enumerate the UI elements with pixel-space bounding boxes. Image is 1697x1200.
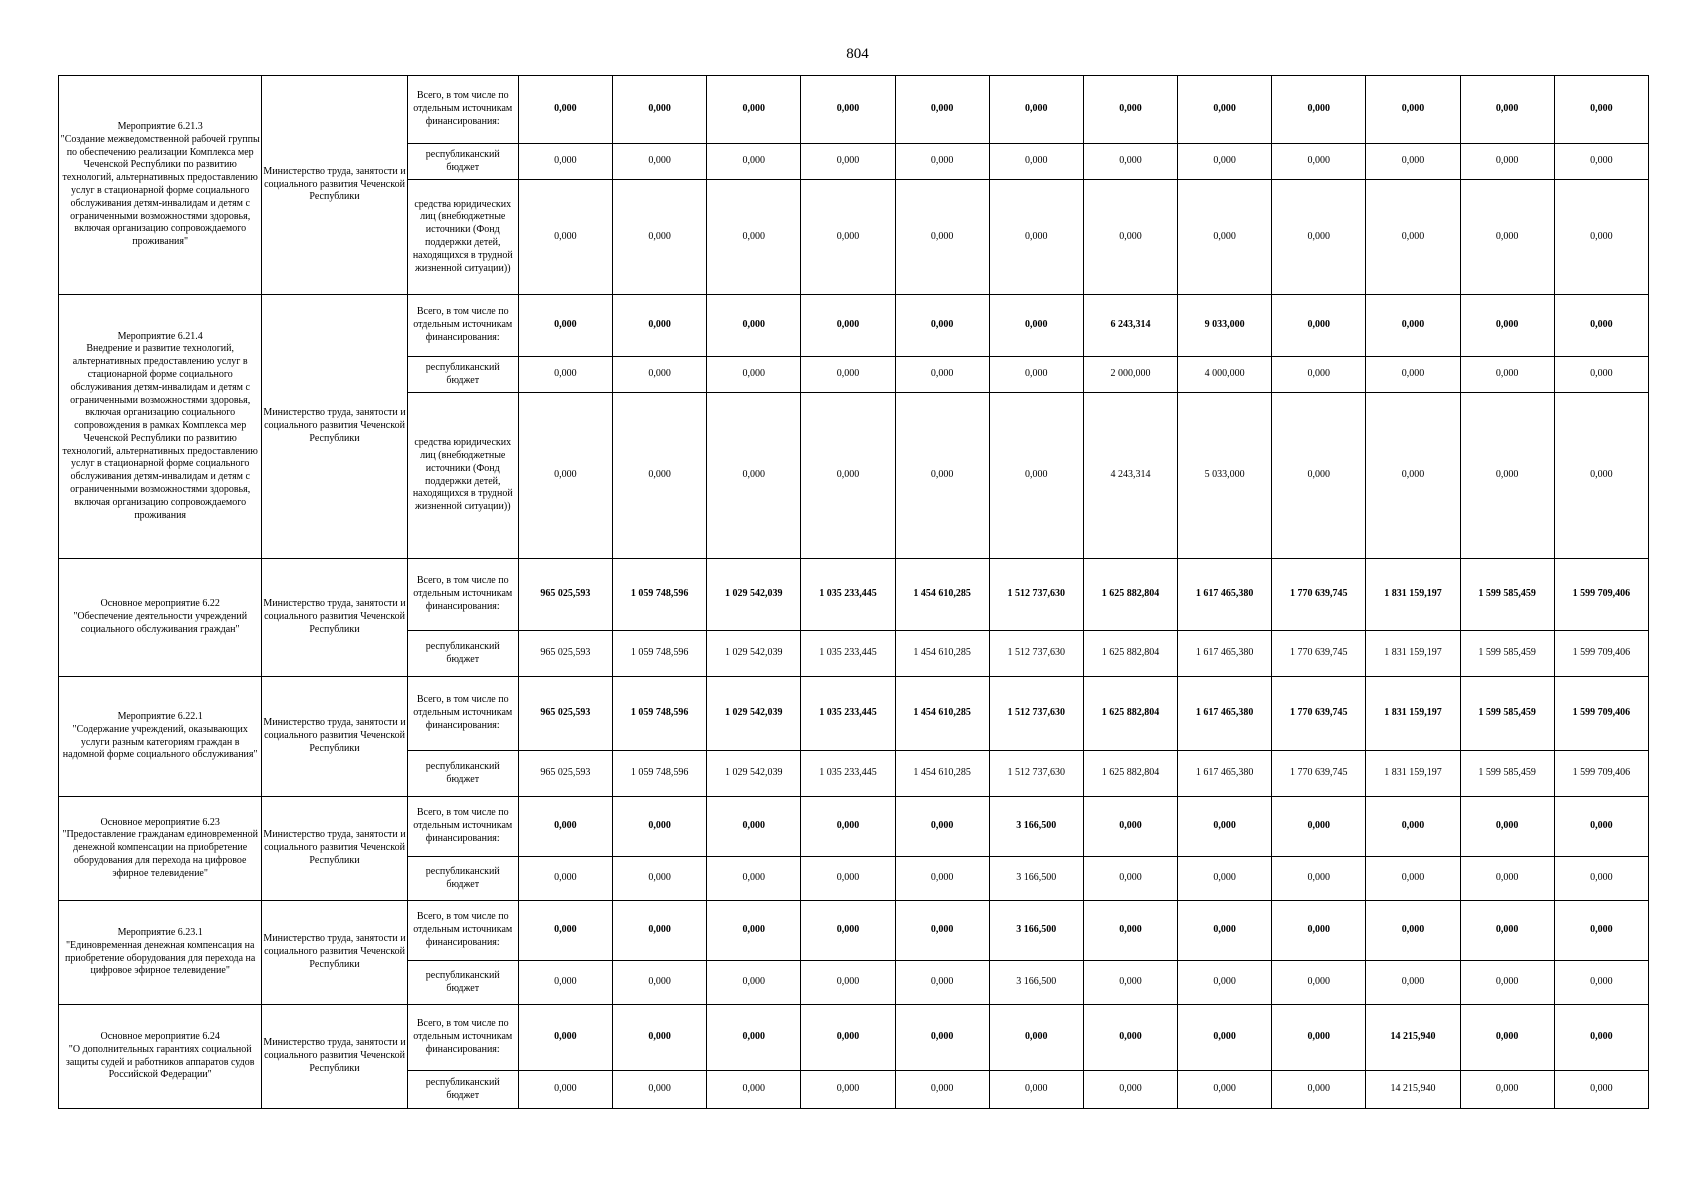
amount-cell: 0,000	[1083, 76, 1177, 144]
amount-cell: 0,000	[1460, 1071, 1554, 1109]
amount-cell: 0,000	[895, 295, 989, 357]
amount-cell: 1 599 585,459	[1460, 751, 1554, 797]
amount-cell: 0,000	[895, 1071, 989, 1109]
amount-cell: 1 454 610,285	[895, 631, 989, 677]
amount-cell: 1 617 465,380	[1178, 677, 1272, 751]
funding-source: республиканский бюджет	[407, 751, 518, 797]
amount-cell: 0,000	[613, 1071, 707, 1109]
amount-cell: 0,000	[801, 901, 895, 961]
amount-cell: 0,000	[801, 144, 895, 180]
amount-cell: 0,000	[1366, 180, 1460, 295]
amount-cell: 0,000	[895, 144, 989, 180]
amount-cell: 0,000	[801, 1071, 895, 1109]
amount-cell: 0,000	[707, 76, 801, 144]
amount-cell: 0,000	[1554, 76, 1648, 144]
amount-cell: 0,000	[707, 393, 801, 559]
amount-cell: 0,000	[1460, 295, 1554, 357]
amount-cell: 0,000	[707, 144, 801, 180]
funding-source: Всего, в том числе по отдельным источникам финансирования:	[407, 76, 518, 144]
funding-source: Всего, в том числе по отдельным источникам финансирования:	[407, 295, 518, 357]
funding-source: Всего, в том числе по отдельным источникам финансирования:	[407, 1005, 518, 1071]
amount-cell: 0,000	[518, 180, 612, 295]
amount-cell: 0,000	[518, 76, 612, 144]
amount-cell: 0,000	[895, 76, 989, 144]
amount-cell: 3 166,500	[989, 901, 1083, 961]
amount-cell: 1 831 159,197	[1366, 631, 1460, 677]
table-row	[59, 295, 1649, 357]
amount-cell: 0,000	[1554, 357, 1648, 393]
amount-cell: 0,000	[989, 76, 1083, 144]
amount-cell: 0,000	[1272, 857, 1366, 901]
amount-cell: 1 029 542,039	[707, 559, 801, 631]
amount-cell: 0,000	[1554, 797, 1648, 857]
funding-source: Всего, в том числе по отдельным источникам финансирования:	[407, 559, 518, 631]
activity-title: Основное мероприятие 6.23 "Предоставление гражданам единовременной денежной компенсации на приобретение оборудования для перехода на цифровое эфирное телевидение"	[59, 797, 262, 901]
amount-cell: 0,000	[1272, 180, 1366, 295]
amount-cell: 0,000	[1178, 180, 1272, 295]
amount-cell: 0,000	[1460, 901, 1554, 961]
amount-cell: 0,000	[989, 180, 1083, 295]
amount-cell: 0,000	[707, 901, 801, 961]
amount-cell: 3 166,500	[989, 961, 1083, 1005]
amount-cell: 0,000	[1366, 901, 1460, 961]
amount-cell: 0,000	[1272, 1005, 1366, 1071]
amount-cell: 0,000	[1272, 1071, 1366, 1109]
amount-cell: 1 831 159,197	[1366, 559, 1460, 631]
amount-cell: 1 454 610,285	[895, 677, 989, 751]
amount-cell: 0,000	[895, 901, 989, 961]
amount-cell: 1 512 737,630	[989, 631, 1083, 677]
amount-cell: 1 512 737,630	[989, 751, 1083, 797]
amount-cell: 1 454 610,285	[895, 751, 989, 797]
amount-cell: 0,000	[613, 357, 707, 393]
amount-cell: 0,000	[801, 797, 895, 857]
amount-cell: 0,000	[1083, 1005, 1177, 1071]
amount-cell: 1 617 465,380	[1178, 631, 1272, 677]
amount-cell: 1 617 465,380	[1178, 559, 1272, 631]
amount-cell: 0,000	[1366, 961, 1460, 1005]
amount-cell: 1 831 159,197	[1366, 677, 1460, 751]
amount-cell: 1 029 542,039	[707, 631, 801, 677]
amount-cell: 0,000	[1554, 1005, 1648, 1071]
amount-cell: 0,000	[1083, 797, 1177, 857]
amount-cell: 0,000	[613, 797, 707, 857]
amount-cell: 1 617 465,380	[1178, 751, 1272, 797]
amount-cell: 0,000	[613, 180, 707, 295]
amount-cell: 0,000	[801, 393, 895, 559]
amount-cell: 0,000	[801, 961, 895, 1005]
amount-cell: 1 599 585,459	[1460, 631, 1554, 677]
amount-cell: 0,000	[1366, 76, 1460, 144]
amount-cell: 0,000	[1554, 1071, 1648, 1109]
amount-cell: 0,000	[895, 393, 989, 559]
amount-cell: 0,000	[1178, 901, 1272, 961]
amount-cell: 965 025,593	[518, 751, 612, 797]
page-number: 804	[846, 46, 869, 62]
amount-cell: 0,000	[518, 357, 612, 393]
amount-cell: 0,000	[613, 393, 707, 559]
amount-cell: 0,000	[1366, 797, 1460, 857]
amount-cell: 1 599 585,459	[1460, 559, 1554, 631]
amount-cell: 0,000	[989, 393, 1083, 559]
amount-cell: 0,000	[895, 797, 989, 857]
amount-cell: 1 599 585,459	[1460, 677, 1554, 751]
amount-cell: 3 166,500	[989, 857, 1083, 901]
table-row	[59, 901, 1649, 961]
amount-cell: 1 625 882,804	[1083, 677, 1177, 751]
amount-cell: 0,000	[613, 144, 707, 180]
amount-cell: 0,000	[1366, 295, 1460, 357]
amount-cell: 0,000	[1366, 393, 1460, 559]
funding-source: Всего, в том числе по отдельным источникам финансирования:	[407, 677, 518, 751]
amount-cell: 0,000	[1083, 961, 1177, 1005]
amount-cell: 1 625 882,804	[1083, 559, 1177, 631]
amount-cell: 0,000	[989, 295, 1083, 357]
funding-source: республиканский бюджет	[407, 357, 518, 393]
amount-cell: 0,000	[1178, 961, 1272, 1005]
amount-cell: 0,000	[707, 857, 801, 901]
amount-cell: 0,000	[895, 357, 989, 393]
amount-cell: 1 035 233,445	[801, 631, 895, 677]
amount-cell: 1 599 709,406	[1554, 751, 1648, 797]
amount-cell: 0,000	[1272, 357, 1366, 393]
amount-cell: 0,000	[989, 1005, 1083, 1071]
budget-table	[58, 75, 1649, 1109]
table-row	[59, 797, 1649, 857]
amount-cell: 1 512 737,630	[989, 559, 1083, 631]
amount-cell: 0,000	[1272, 797, 1366, 857]
amount-cell: 1 770 639,745	[1272, 751, 1366, 797]
activity-executor: Министерство труда, занятости и социального развития Чеченской Республики	[262, 76, 407, 295]
amount-cell: 0,000	[1272, 961, 1366, 1005]
amount-cell: 0,000	[1554, 857, 1648, 901]
amount-cell: 1 770 639,745	[1272, 631, 1366, 677]
amount-cell: 0,000	[613, 857, 707, 901]
activity-title: Мероприятие 6.21.4 Внедрение и развитие технологий, альтернативных предоставлению услуг в стационарной форме социального обслуживания детям-инвалидам и детям с ограниченными возможностями здоровья, включая организацию социального сопровождения в рамках Комплекса мер Чеченской Республики по развитию технологий, альтернативных предоставлению услуг в стационарной форме социального обслуживания детям-инвалидам и детям с ограниченными возможностями здоровья, включая организацию сопровождаемого проживания	[59, 295, 262, 559]
amount-cell: 1 454 610,285	[895, 559, 989, 631]
amount-cell: 6 243,314	[1083, 295, 1177, 357]
amount-cell: 1 599 709,406	[1554, 631, 1648, 677]
amount-cell: 0,000	[801, 180, 895, 295]
amount-cell: 0,000	[1460, 393, 1554, 559]
amount-cell: 0,000	[613, 1005, 707, 1071]
amount-cell: 5 033,000	[1178, 393, 1272, 559]
amount-cell: 1 599 709,406	[1554, 677, 1648, 751]
activity-title: Основное мероприятие 6.22 "Обеспечение деятельности учреждений социального обслуживания граждан"	[59, 559, 262, 677]
amount-cell: 1 035 233,445	[801, 559, 895, 631]
amount-cell: 0,000	[1460, 180, 1554, 295]
amount-cell: 0,000	[518, 961, 612, 1005]
amount-cell: 0,000	[518, 901, 612, 961]
amount-cell: 0,000	[518, 393, 612, 559]
activity-executor: Министерство труда, занятости и социального развития Чеченской Республики	[262, 901, 407, 1005]
amount-cell: 0,000	[801, 76, 895, 144]
amount-cell: 0,000	[518, 1005, 612, 1071]
amount-cell: 0,000	[1460, 961, 1554, 1005]
amount-cell: 0,000	[895, 180, 989, 295]
amount-cell: 0,000	[1178, 797, 1272, 857]
amount-cell: 0,000	[1554, 295, 1648, 357]
amount-cell: 0,000	[1460, 797, 1554, 857]
table-row	[59, 76, 1649, 144]
amount-cell: 14 215,940	[1366, 1005, 1460, 1071]
amount-cell: 0,000	[613, 76, 707, 144]
funding-source: средства юридических лиц (внебюджетные источники (Фонд поддержки детей, находящихся в трудной жизненной ситуации))	[407, 393, 518, 559]
activity-executor: Министерство труда, занятости и социального развития Чеченской Республики	[262, 677, 407, 797]
amount-cell: 0,000	[1272, 295, 1366, 357]
amount-cell: 0,000	[707, 961, 801, 1005]
amount-cell: 0,000	[1178, 76, 1272, 144]
amount-cell: 3 166,500	[989, 797, 1083, 857]
funding-source: республиканский бюджет	[407, 631, 518, 677]
amount-cell: 0,000	[989, 144, 1083, 180]
amount-cell: 2 000,000	[1083, 357, 1177, 393]
amount-cell: 0,000	[707, 180, 801, 295]
amount-cell: 0,000	[707, 357, 801, 393]
amount-cell: 1 625 882,804	[1083, 631, 1177, 677]
amount-cell: 0,000	[1272, 144, 1366, 180]
amount-cell: 0,000	[1460, 76, 1554, 144]
amount-cell: 0,000	[613, 901, 707, 961]
activity-title: Мероприятие 6.21.3 "Создание межведомственной рабочей группы по обеспечению реализации Комплекса мер Чеченской Республики по развитию технологий, альтернативных предоставлению услуг в стационарной форме социального обслуживания детям-инвалидам и детям с ограниченными возможностями здоровья, включая организацию сопровождаемого проживания"	[59, 76, 262, 295]
activity-executor: Министерство труда, занятости и социального развития Чеченской Республики	[262, 295, 407, 559]
amount-cell: 0,000	[801, 1005, 895, 1071]
amount-cell: 1 831 159,197	[1366, 751, 1460, 797]
amount-cell: 0,000	[1083, 180, 1177, 295]
amount-cell: 1 059 748,596	[613, 751, 707, 797]
amount-cell: 965 025,593	[518, 631, 612, 677]
amount-cell: 0,000	[1272, 393, 1366, 559]
funding-source: республиканский бюджет	[407, 144, 518, 180]
table-row	[59, 1005, 1649, 1071]
amount-cell: 0,000	[1554, 901, 1648, 961]
table-row	[59, 677, 1649, 751]
amount-cell: 0,000	[1272, 76, 1366, 144]
amount-cell: 0,000	[1460, 357, 1554, 393]
amount-cell: 0,000	[1460, 857, 1554, 901]
amount-cell: 0,000	[613, 961, 707, 1005]
amount-cell: 0,000	[895, 1005, 989, 1071]
amount-cell: 1 059 748,596	[613, 559, 707, 631]
funding-source: республиканский бюджет	[407, 961, 518, 1005]
amount-cell: 0,000	[1178, 1071, 1272, 1109]
amount-cell: 0,000	[1178, 857, 1272, 901]
amount-cell: 0,000	[989, 357, 1083, 393]
activity-title: Основное мероприятие 6.24 "О дополнительных гарантиях социальной защиты судей и работников аппаратов судов Российской Федерации"	[59, 1005, 262, 1109]
funding-source: Всего, в том числе по отдельным источникам финансирования:	[407, 797, 518, 857]
amount-cell: 0,000	[518, 797, 612, 857]
amount-cell: 1 029 542,039	[707, 751, 801, 797]
amount-cell: 965 025,593	[518, 677, 612, 751]
amount-cell: 0,000	[707, 1071, 801, 1109]
amount-cell: 0,000	[518, 1071, 612, 1109]
amount-cell: 0,000	[1083, 144, 1177, 180]
activity-title: Мероприятие 6.22.1 "Содержание учреждений, оказывающих услуги разным категориям граждан в надомной форме социального обслуживания"	[59, 677, 262, 797]
activity-executor: Министерство труда, занятости и социального развития Чеченской Республики	[262, 559, 407, 677]
amount-cell: 0,000	[1178, 1005, 1272, 1071]
amount-cell: 9 033,000	[1178, 295, 1272, 357]
amount-cell: 0,000	[1554, 961, 1648, 1005]
funding-source: средства юридических лиц (внебюджетные источники (Фонд поддержки детей, находящихся в трудной жизненной ситуации))	[407, 180, 518, 295]
amount-cell: 0,000	[707, 295, 801, 357]
amount-cell: 1 512 737,630	[989, 677, 1083, 751]
amount-cell: 1 770 639,745	[1272, 677, 1366, 751]
amount-cell: 0,000	[613, 295, 707, 357]
amount-cell: 1 029 542,039	[707, 677, 801, 751]
amount-cell: 0,000	[1083, 901, 1177, 961]
amount-cell: 1 035 233,445	[801, 677, 895, 751]
amount-cell: 0,000	[895, 857, 989, 901]
amount-cell: 0,000	[801, 857, 895, 901]
amount-cell: 0,000	[1554, 144, 1648, 180]
amount-cell: 0,000	[1366, 357, 1460, 393]
amount-cell: 1 625 882,804	[1083, 751, 1177, 797]
amount-cell: 0,000	[707, 797, 801, 857]
funding-source: Всего, в том числе по отдельным источникам финансирования:	[407, 901, 518, 961]
amount-cell: 0,000	[1366, 857, 1460, 901]
table-row	[59, 559, 1649, 631]
amount-cell: 0,000	[801, 357, 895, 393]
funding-source: республиканский бюджет	[407, 857, 518, 901]
amount-cell: 0,000	[801, 295, 895, 357]
activity-executor: Министерство труда, занятости и социального развития Чеченской Республики	[262, 797, 407, 901]
amount-cell: 0,000	[989, 1071, 1083, 1109]
amount-cell: 0,000	[518, 144, 612, 180]
activity-title: Мероприятие 6.23.1 "Единовременная денежная компенсация на приобретение оборудования для перехода на цифровое эфирное телевидение"	[59, 901, 262, 1005]
amount-cell: 0,000	[1460, 1005, 1554, 1071]
amount-cell: 965 025,593	[518, 559, 612, 631]
amount-cell: 0,000	[1178, 144, 1272, 180]
amount-cell: 4 243,314	[1083, 393, 1177, 559]
amount-cell: 0,000	[1554, 393, 1648, 559]
amount-cell: 1 059 748,596	[613, 677, 707, 751]
amount-cell: 0,000	[895, 961, 989, 1005]
amount-cell: 0,000	[1460, 144, 1554, 180]
amount-cell: 1 059 748,596	[613, 631, 707, 677]
amount-cell: 0,000	[1366, 144, 1460, 180]
amount-cell: 1 770 639,745	[1272, 559, 1366, 631]
amount-cell: 0,000	[707, 1005, 801, 1071]
amount-cell: 0,000	[1554, 180, 1648, 295]
amount-cell: 0,000	[1083, 857, 1177, 901]
amount-cell: 0,000	[1083, 1071, 1177, 1109]
amount-cell: 0,000	[518, 295, 612, 357]
amount-cell: 0,000	[518, 857, 612, 901]
amount-cell: 0,000	[1272, 901, 1366, 961]
amount-cell: 1 599 709,406	[1554, 559, 1648, 631]
amount-cell: 4 000,000	[1178, 357, 1272, 393]
funding-source: республиканский бюджет	[407, 1071, 518, 1109]
amount-cell: 1 035 233,445	[801, 751, 895, 797]
activity-executor: Министерство труда, занятости и социального развития Чеченской Республики	[262, 1005, 407, 1109]
amount-cell: 14 215,940	[1366, 1071, 1460, 1109]
